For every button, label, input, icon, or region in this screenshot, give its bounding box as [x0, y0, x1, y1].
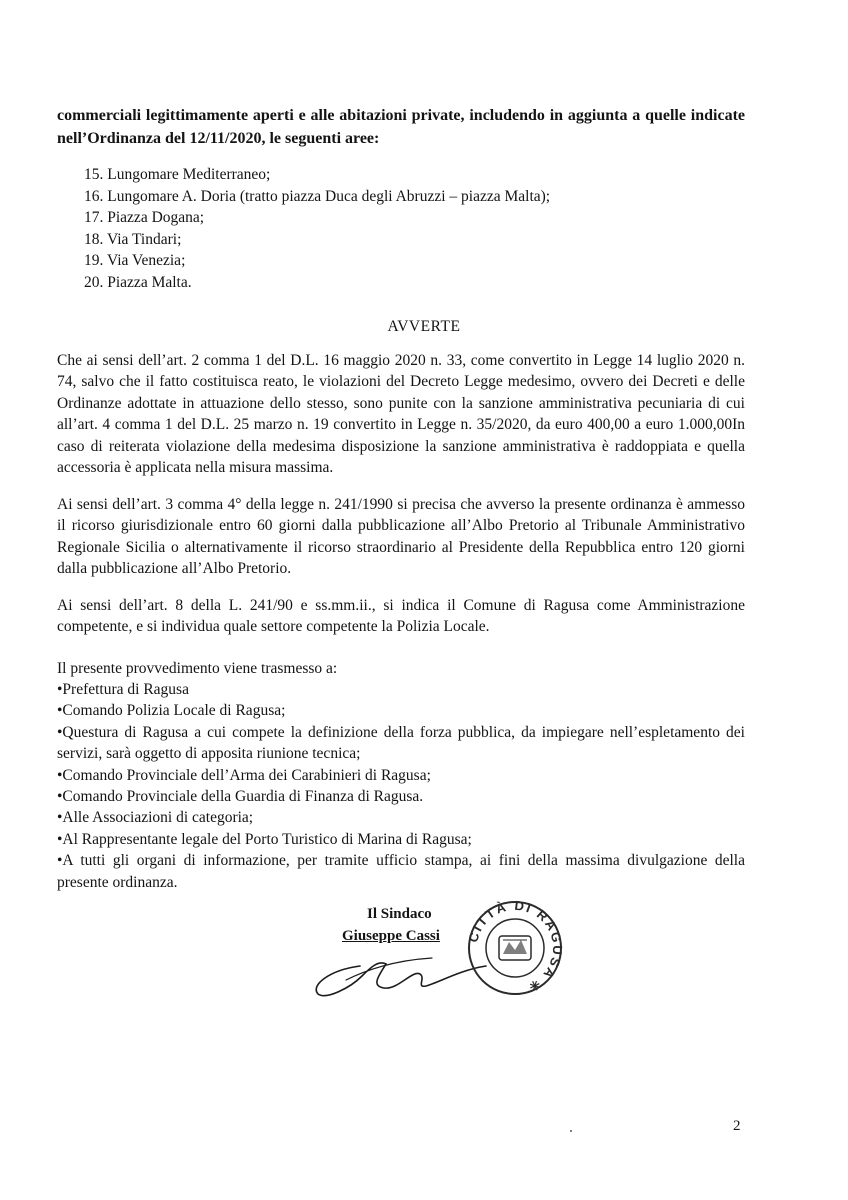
competence-paragraph: Ai sensi dell’art. 8 della L. 241/90 e ss.mm.ii., si indica il Comune di Ragusa come Amministrazione competente, e si individua quale settore competente la Polizia Locale. — [57, 597, 745, 636]
section-heading: AVVERTE — [387, 318, 461, 335]
recipient-item: •Prefettura di Ragusa — [57, 681, 189, 698]
area-item: 20. Piazza Malta. — [84, 273, 192, 291]
recipient-item: •Comando Provinciale della Guardia di Finanza di Ragusa. — [57, 788, 424, 806]
area-item: 19. Via Venezia; — [84, 252, 186, 270]
area-item: 15. Lungomare Mediterraneo; — [84, 166, 271, 183]
signatory-title: Il Sindaco — [367, 906, 432, 922]
area-item: 18. Via Tindari; — [84, 230, 182, 248]
page-number: 2 — [733, 1118, 741, 1134]
signatory-name: Giuseppe Cassi — [342, 928, 440, 944]
recipient-item: •Comando Provinciale dell’Arma dei Carabinieri di Ragusa; — [57, 766, 431, 784]
area-item: 16. Lungomare A. Doria (tratto piazza Duca degli Abruzzi – piazza Malta); — [84, 187, 551, 205]
appeal-paragraph: Ai sensi dell’art. 3 comma 4° della legge n. 241/1990 si precisa che avverso la presente ordinanza è ammesso il ricorso giurisdizionale entro 60 giorni dalla pubblicazione all’Albo Pretorio al Tribunale Amministrativo Regionale Sicilia o alternativamente il ricorso straordinario al Presidente della Repubblica entro 120 giorni dalla pubblicazione all’Albo Pretorio. — [57, 496, 745, 578]
recipient-item: •Comando Polizia Locale di Ragusa; — [57, 702, 286, 720]
recipient-item: •A tutti gli organi di informazione, per tramite ufficio stampa, ai fini della massima divulgazione della presente ordinanza. — [57, 852, 745, 891]
city-seal-stamp — [465, 898, 565, 998]
intro-paragraph: commerciali legittimamente aperti e alle abitazioni private, includendo in aggiunta a quelle indicate nell’Ordinanza del 12/11/2020, le seguenti aree: — [57, 107, 745, 147]
svg-text:CITTÀ DI RAGUSA ✳: CITTÀ DI RAGUSA ✳ — [465, 898, 565, 996]
handwritten-signature — [300, 930, 490, 1000]
transmission-intro: Il presente provvedimento viene trasmesso a: — [57, 660, 338, 677]
scan-speck — [570, 1130, 572, 1132]
recipient-list — [57, 679, 745, 893]
recipient-item: •Questura di Ragusa a cui compete la definizione della forza pubblica, da impiegare nell’espletamento dei servizi, sarà oggetto di apposita riunione tecnica; — [57, 723, 745, 763]
area-item: 17. Piazza Dogana; — [84, 209, 205, 227]
sanctions-paragraph: Che ai sensi dell’art. 2 comma 1 del D.L. 16 maggio 2020 n. 33, come convertito in Legge 14 luglio 2020 n. 74, salvo che il fatto costituisca reato, le violazioni del Decreto Legge medesimo, ovvero dei Decreti e delle Ordinanze adottate in attuazione dello stesso, sono punite con la sanzione amministrativa pecuniaria di cui all’art. 4 comma 1 del D.L. 25 marzo n. 19 convertito in Legge n. 35/2020, da euro 400,00 a euro 1.000,00In caso di reiterata violazione della medesima disposizione la sanzione amministrativa è raddoppiata e quella accessoria è applicata nella misura massima. — [57, 352, 745, 477]
recipient-item: •Alle Associazioni di categoria; — [57, 809, 254, 827]
area-list — [84, 164, 550, 294]
recipient-item: •Al Rappresentante legale del Porto Turistico di Marina di Ragusa; — [57, 830, 472, 848]
